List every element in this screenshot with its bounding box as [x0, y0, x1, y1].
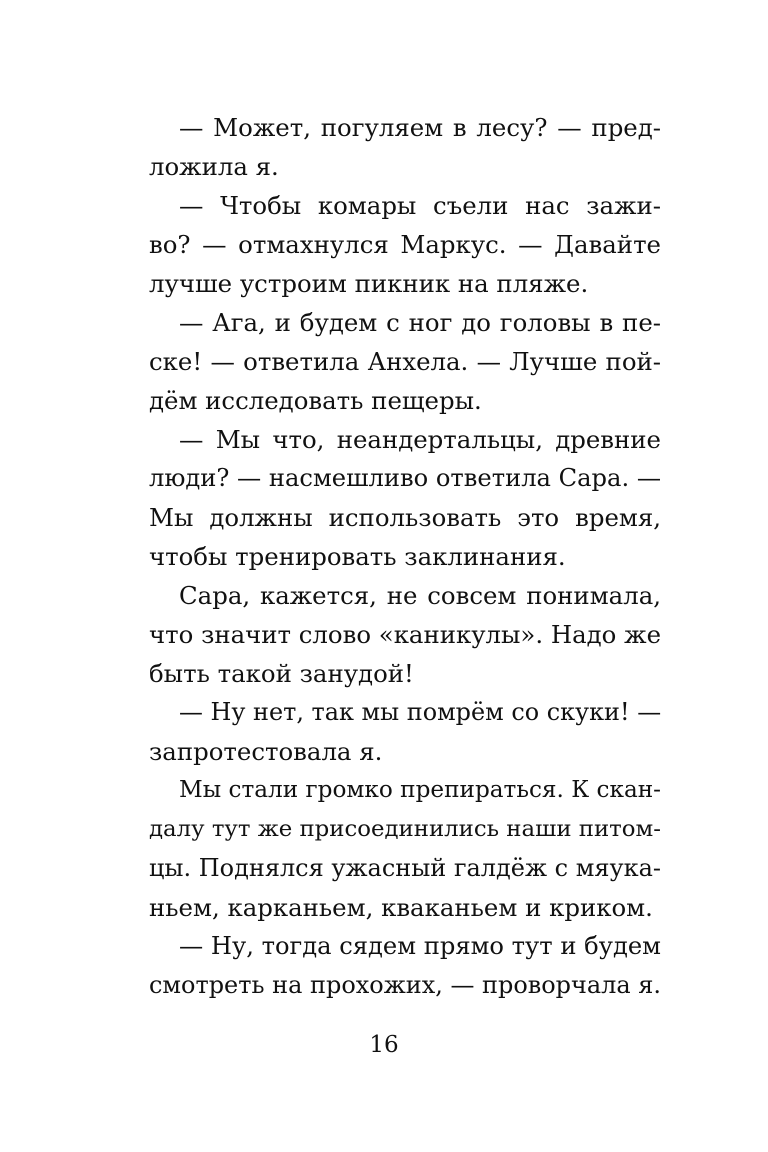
- text-line: Сара, кажется, не совсем понимала,: [179, 581, 661, 610]
- text-line: смотреть на прохожих, — проворчала я.: [149, 971, 661, 999]
- text-line: что значит слово «каникулы». Надо же: [149, 620, 661, 649]
- text-line: ложила я.: [149, 152, 279, 181]
- text-line: — Мы что, неандертальцы, древние: [179, 425, 661, 454]
- text-line: запротестовала я.: [149, 737, 383, 766]
- text-line: чтобы тренировать заклинания.: [149, 542, 566, 571]
- page-number: 16: [369, 1032, 399, 1058]
- text-line: Мы должны использовать это время,: [149, 503, 661, 532]
- text-line: далу тут же присоединились наши питом-: [149, 816, 661, 842]
- text-line: — Ну, тогда сядем прямо тут и будем: [179, 932, 661, 960]
- text-line: люди? — насмешливо ответила Сара. —: [149, 464, 661, 492]
- text-line: быть такой занудой!: [149, 659, 414, 688]
- page-body: [149, 108, 661, 1005]
- text-line: — Ну нет, так мы помрём со скуки! —: [179, 698, 662, 726]
- text-line: лучше устроим пикник на пляже.: [149, 269, 589, 298]
- text-line: Мы стали громко препираться. К скан-: [179, 777, 661, 803]
- text-line: во? — отмахнулся Маркус. — Давайте: [149, 230, 661, 259]
- text-line: ньем, карканьем, кваканьем и криком.: [149, 893, 653, 922]
- text-line: — Ага, и будем с ног до головы в пе-: [179, 308, 661, 337]
- text-line: цы. Поднялся ужасный галдёж с мяука-: [149, 854, 661, 882]
- text-line: дём исследовать пещеры.: [149, 386, 482, 415]
- text-line: ске! — ответила Анхела. — Лучше пой-: [149, 347, 661, 376]
- text-line: — Чтобы комары съели нас зажи-: [179, 191, 661, 220]
- text-line: — Может, погуляем в лесу? — пред-: [179, 113, 661, 142]
